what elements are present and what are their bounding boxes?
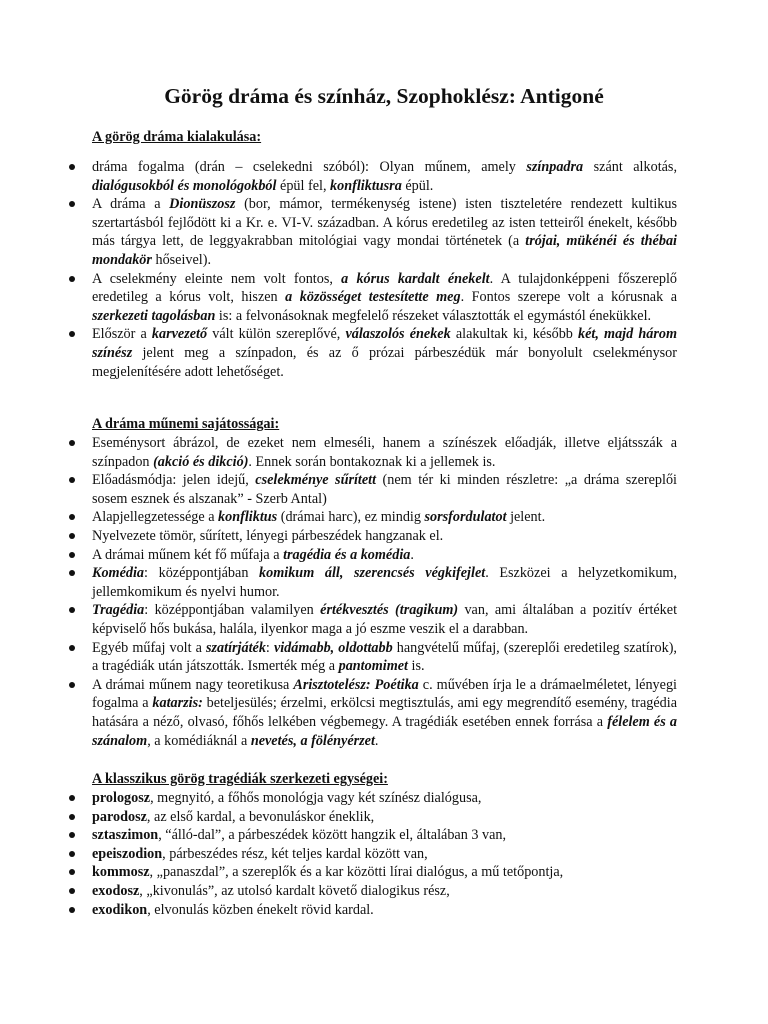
body-text: (drámai harc), ez mindig xyxy=(277,509,425,526)
body-text: , „kivonulás”, az utolsó kardalt követő dialogikus rész, xyxy=(139,882,450,899)
emphasis-text: Komédia xyxy=(92,565,145,582)
body-text: van, ami általában a pozitív értéket képviselő hős bukása, halála, ilyenkor maga a jó eszme veszik el a darabban. xyxy=(92,602,678,637)
emphasis-text: tragédia és a komédia xyxy=(283,546,411,563)
body-text: jelent meg a színpadon, és az ő prózai párbeszédük már bonyolult cselekménysor megjelenítésére adott lehetőséget. xyxy=(92,344,677,380)
emphasis-text: kommosz xyxy=(92,864,150,881)
body-text: hőseivel). xyxy=(151,251,212,268)
features-bullet-list xyxy=(92,434,677,750)
list-item xyxy=(92,195,677,269)
body-text: , megnyitó, a főhős monológja vagy két színész dialógusa, xyxy=(150,790,482,806)
body-text: . Ennek során bontakoznak ki a jellemek is. xyxy=(248,453,496,470)
structure-bullet-list xyxy=(92,789,677,919)
emphasis-text: szerkezeti tagolásban xyxy=(92,307,216,324)
body-text: , elvonulás közben énekelt rövid kardal. xyxy=(147,901,374,918)
emphasis-text: válaszolós énekek xyxy=(345,326,451,343)
emphasis-text: sztaszimon xyxy=(92,827,159,844)
emphasis-text: pantomimet xyxy=(338,658,408,675)
list-item xyxy=(92,639,677,676)
emphasis-text: trójai, mükénéi és thébai mondakör xyxy=(92,233,677,268)
body-text: szánt alkotás, xyxy=(583,159,677,175)
body-text: . Fontos szerepe volt a kórusnak a xyxy=(460,289,677,306)
origin-bullet-list xyxy=(92,158,677,381)
body-text: (bor, mámor, termékenység istene) isten tiszteletére rendezett kultikus szertartásból fejlődött ki a Kr. e. VI-V. században. A kórus eredetileg az isten tetteiről énekelt, később más tárgya lett, de leggyakrabban mitológiai vagy mondai történetek (a xyxy=(92,196,677,250)
body-text: A cselekmény eleinte nem volt fontos, xyxy=(92,270,342,287)
emphasis-text: Dionüszosz xyxy=(169,196,236,213)
list-item xyxy=(92,789,677,808)
body-text: beteljesülés; érzelmi, erkölcsi megtisztulás, ami egy megrendítő esemény, tragédia hatására a néző, olvasó, főhős lelkében végbemegy. A tragédiák esetében ennek forrása a xyxy=(92,695,677,730)
list-item xyxy=(92,564,677,601)
body-text: . A tulajdonképpeni főszereplő eredetileg a kórus volt, hiszen xyxy=(92,270,677,306)
emphasis-text: karvezető xyxy=(151,326,208,343)
body-text: jelent. xyxy=(506,509,546,526)
emphasis-text: szatírjáték xyxy=(206,639,266,656)
section-heading-origin: A görög dráma kialakulása: xyxy=(92,129,262,145)
body-text: , párbeszédes rész, két teljes kardal között van, xyxy=(162,845,428,862)
body-text: alakultak ki, később xyxy=(450,326,579,343)
emphasis-text: színpadra xyxy=(526,159,584,175)
list-item xyxy=(92,508,677,527)
body-text: (nem tér ki minden részletre: „a dráma szereplői sosem esznek és alszanak” - Szerb Antal) xyxy=(92,472,677,507)
body-text: dráma fogalma (drán – cselekedni szóból): Olyan műnem, amely xyxy=(92,159,527,175)
body-text: vált külön szereplővé, xyxy=(207,326,346,343)
body-text: . xyxy=(410,546,414,563)
list-item xyxy=(92,845,677,864)
body-text: is. xyxy=(407,658,425,675)
body-text: Egyéb műfaj volt a xyxy=(92,639,206,656)
list-item xyxy=(92,471,677,508)
emphasis-text: félelem és a szánalom xyxy=(92,713,678,749)
list-item xyxy=(92,808,677,827)
emphasis-text: vidámabb, oldottabb xyxy=(273,639,393,656)
emphasis-text: konfliktusra xyxy=(330,177,402,194)
list-item xyxy=(92,434,677,471)
emphasis-text: exodosz xyxy=(92,882,140,899)
body-text: A dráma a xyxy=(92,196,170,213)
list-item xyxy=(92,882,677,901)
list-item xyxy=(92,676,677,750)
body-text: épül. xyxy=(401,177,434,194)
body-text: , “álló-dal”, a párbeszédek között hangzik el, általában 3 van, xyxy=(158,827,507,844)
body-text: c. művében írja le a drámaelméletet, lényegi fogalma a xyxy=(92,676,677,712)
emphasis-text: katarzis: xyxy=(152,695,203,712)
body-text: épül fel, xyxy=(276,177,331,194)
section-heading-structure: A klasszikus görög tragédiák szerkezeti egységei: xyxy=(92,771,388,787)
emphasis-text: komikum áll, szerencsés végkifejlet xyxy=(259,565,486,582)
emphasis-text: (akció és dikció) xyxy=(153,453,249,470)
emphasis-text: parodosz xyxy=(92,808,147,825)
list-item xyxy=(92,325,677,381)
body-text: , az első kardal, a bevonuláskor éneklik, xyxy=(146,808,375,825)
page-title: Görög dráma és színház, Szophoklész: Antigoné xyxy=(164,84,604,108)
list-item xyxy=(92,546,677,565)
list-item xyxy=(92,826,677,845)
body-text: : középpontjában valamilyen xyxy=(144,602,321,619)
body-text: Nyelvezete tömör, sűrített, lényegi párbeszédek hangzanak el. xyxy=(92,527,444,544)
emphasis-text: a közösséget testesítette meg xyxy=(285,289,461,306)
emphasis-text: dialógusokból és monológokból xyxy=(92,177,277,194)
emphasis-text: a kórus kardalt énekelt xyxy=(341,270,490,287)
emphasis-text: prologosz xyxy=(92,790,151,806)
body-text: . xyxy=(374,732,379,749)
body-text: Alapjellegzetessége a xyxy=(92,509,219,526)
emphasis-text: konfliktus xyxy=(218,509,278,526)
body-text: hangvételű műfaj, (szereplői eredetileg szatírok), a tragédiák után játszották. Ismerték még a xyxy=(92,639,677,675)
emphasis-text: cselekménye sűrített xyxy=(255,472,377,489)
list-item xyxy=(92,158,677,195)
emphasis-text: sorsfordulatot xyxy=(424,509,507,526)
emphasis-text: Tragédia xyxy=(92,602,145,619)
body-text: Eseménysort ábrázol, de ezeket nem elmeséli, hanem a színészek előadják, illetve eljátsszák a színpadon xyxy=(92,435,677,470)
emphasis-text: exodikon xyxy=(92,901,148,918)
body-text: : xyxy=(265,639,274,656)
emphasis-text: epeiszodion xyxy=(92,845,163,862)
list-item xyxy=(92,270,677,326)
body-text: is: a felvonásoknak megfelelő részeket választották el egymástól énekükkel. xyxy=(215,307,652,324)
emphasis-text: értékvesztés (tragikum) xyxy=(320,602,459,619)
list-item xyxy=(92,863,677,882)
list-item xyxy=(92,601,677,638)
body-text: , „panaszdal”, a szereplők és a kar közötti lírai dialógus, a mű tetőpontja, xyxy=(149,864,564,881)
list-item xyxy=(92,527,677,546)
body-text: . Eszközei a helyzetkomikum, jellemkomikum és nyelvi humor. xyxy=(92,565,678,600)
emphasis-text: két, majd három színész xyxy=(92,326,677,361)
body-text: A drámai műnem két fő műfaja a xyxy=(92,546,284,563)
body-text: , a komédiáknál a xyxy=(147,732,251,749)
emphasis-text: nevetés, a fölényérzet xyxy=(250,732,375,749)
body-text: A drámai műnem nagy teoretikusa xyxy=(92,676,294,693)
section-heading-features: A dráma műnemi sajátosságai: xyxy=(92,416,280,432)
body-text: : középpontjában xyxy=(144,565,260,582)
body-text: Először a xyxy=(92,326,152,343)
body-text: Előadásmódja: jelen idejű, xyxy=(92,472,256,489)
emphasis-text: Arisztotelész: Poétika xyxy=(293,676,419,693)
list-item xyxy=(92,901,677,920)
